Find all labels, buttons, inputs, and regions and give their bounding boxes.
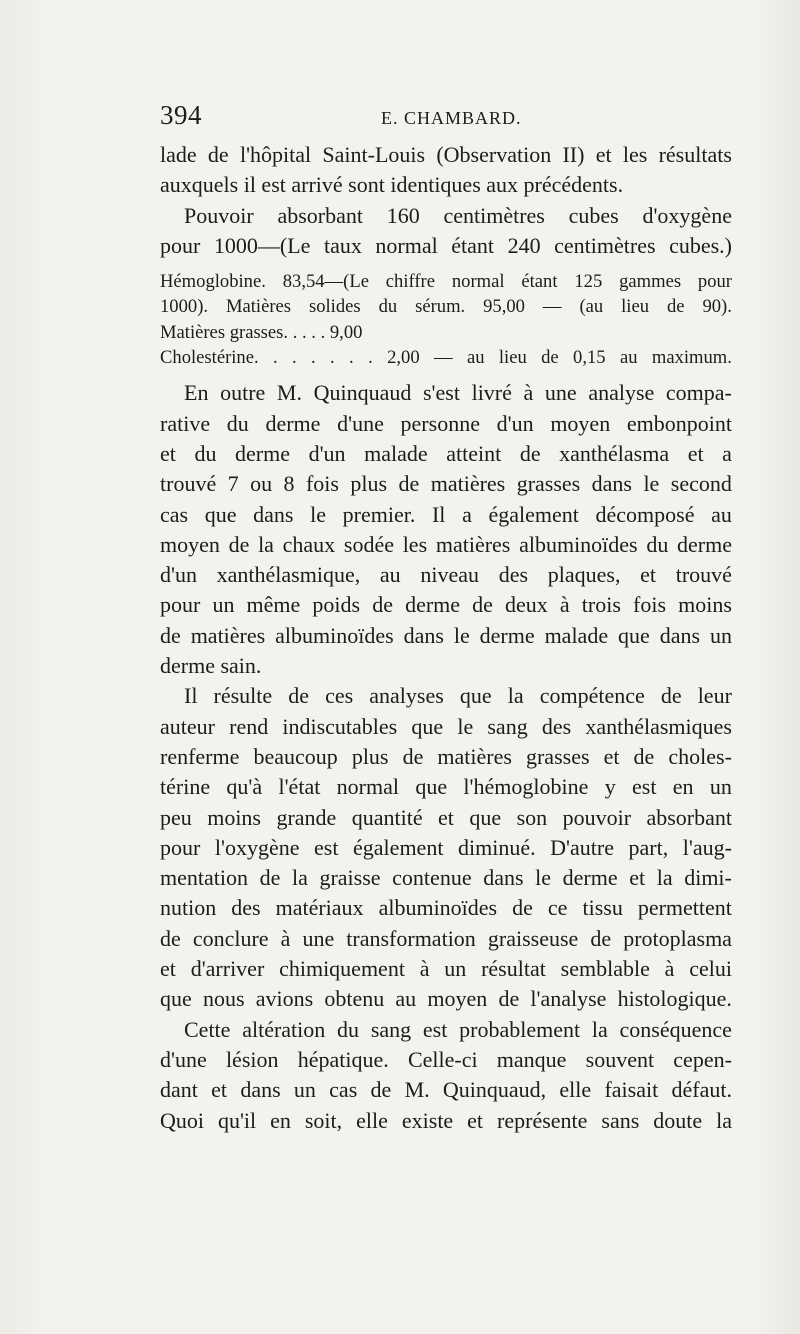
text-line: Matières grasses. . . . . 9,00 [160, 321, 363, 343]
page-header [160, 100, 730, 134]
text-line: nution des matériaux albuminoïdes de ce tissu permettent [160, 895, 732, 921]
body-text [160, 140, 732, 1136]
text-line: pour un même poids de derme de deux à trois fois moins [160, 592, 732, 618]
text-line: rative du derme d'une personne d'un moyen embonpoint [160, 410, 732, 436]
text-line: Pouvoir absorbant 160 centimètres cubes d'oxygène [184, 202, 732, 228]
text-line: térine qu'à l'état normal que l'hémoglobine y est en un [160, 774, 732, 800]
text-line: cas que dans le premier. Il a également décomposé au [160, 501, 732, 527]
text-line: auteur rend indiscutables que le sang des xanthélasmiques [160, 713, 732, 739]
text-line: En outre M. Quinquaud s'est livré à une analyse compa- [184, 380, 732, 406]
text-line: auxquels il est arrivé sont identiques aux précédents. [160, 172, 624, 198]
paragraph-3 [160, 269, 732, 320]
text-line: dant et dans un cas de M. Quinquaud, elle faisait défaut. [160, 1077, 732, 1103]
page-number: 394 [160, 100, 202, 130]
text-line: et d'arriver chimiquement à un résultat semblable à celui [160, 956, 732, 982]
paragraph-2 [160, 201, 732, 262]
paragraph-7 [160, 1015, 732, 1136]
text-line: Cholestérine. . . . . . . 2,00 — au lieu de 0,15 au maximum. [160, 347, 732, 369]
text-line: lade de l'hôpital Saint-Louis (Observation II) et les résultats [160, 142, 732, 167]
text-line: Cette altération du sang est probablement la conséquence [184, 1016, 732, 1042]
text-line: et du derme d'un malade atteint de xanthélasma et a [160, 440, 732, 466]
text-line: de conclure à une transformation graisseuse de protoplasma [160, 925, 732, 951]
text-line: pour 1000—(Le taux normal étant 240 centimètres cubes.) [160, 232, 732, 258]
running-head: E. CHAMBARD. [381, 108, 522, 128]
text-line: moyen de la chaux sodée les matières albuminoïdes du derme [160, 531, 732, 557]
text-line: peu moins grande quantité et que son pouvoir absorbant [160, 804, 732, 830]
text-line: derme sain. [160, 653, 262, 679]
text-line: Il résulte de ces analyses que la compétence de leur [184, 683, 732, 709]
text-line: d'un xanthélasmique, au niveau des plaques, et trouvé [160, 562, 732, 588]
text-line: trouvé 7 ou 8 fois plus de matières grasses dans le second [160, 471, 732, 497]
text-line: mentation de la graisse contenue dans le derme et la dimi- [160, 865, 732, 891]
text-line: 1000). Matières solides du sérum. 95,00 — (au lieu de 90). [160, 296, 732, 318]
paragraph-6 [160, 681, 732, 1014]
paragraph-5 [160, 378, 732, 681]
text-line: renferme beaucoup plus de matières grasses et de choles- [160, 743, 732, 769]
text-line: pour l'oxygène est également diminué. D'autre part, l'aug- [160, 834, 732, 860]
text-line: d'une lésion hépatique. Celle-ci manque souvent cepen- [160, 1046, 732, 1072]
paragraph-1 [160, 140, 732, 201]
text-line: Quoi qu'il en soit, elle existe et représente sans doute la [160, 1107, 732, 1133]
paragraph-4 [160, 320, 732, 371]
text-line: que nous avions obtenu au moyen de l'analyse histologique. [160, 986, 732, 1012]
text-line: de matières albuminoïdes dans le derme malade que dans un [160, 622, 732, 648]
text-line: Hémoglobine. 83,54—(Le chiffre normal étant 125 gammes pour [160, 271, 732, 293]
